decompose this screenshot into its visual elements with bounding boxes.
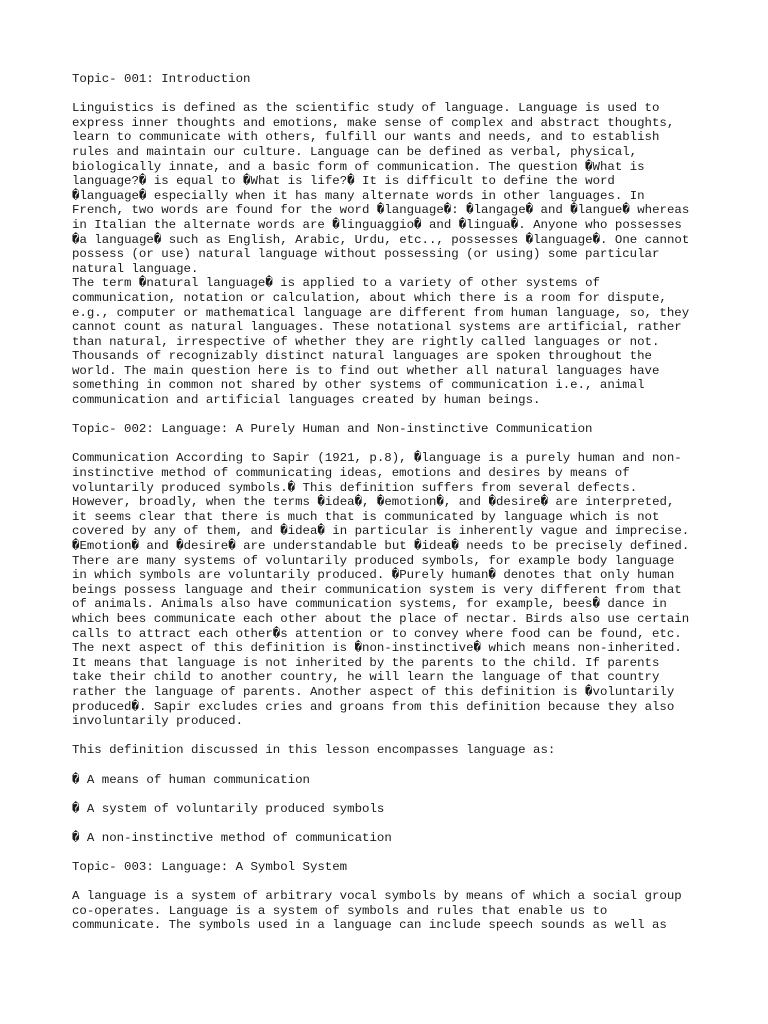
- text-line: [72, 87, 712, 102]
- text-line: [72, 729, 712, 744]
- text-line: beings possess language and their communication system is very different from that: [72, 582, 682, 597]
- text-line: Linguistics is defined as the scientific study of language. Language is used to: [72, 101, 660, 116]
- text-line: A language is a system of arbitrary vocal symbols by means of which a social group: [72, 889, 682, 904]
- text-line: Thousands of recognizably distinct natural languages are spoken throughout the: [72, 349, 652, 364]
- text-line: Topic- 002: Language: A Purely Human and Non-instinctive Communication: [72, 422, 593, 437]
- text-line: Topic- 003: Language: A Symbol System: [72, 860, 348, 875]
- text-line: involuntarily produced.: [72, 714, 244, 729]
- text-line: [72, 845, 712, 860]
- text-line: [72, 875, 712, 890]
- text-line: learn to communicate with others, fulfill our wants and needs, and to establish: [72, 130, 660, 145]
- text-line: � A non-instinctive method of communication: [72, 830, 392, 845]
- text-line: This definition discussed in this lesson encompasses language as:: [72, 743, 556, 758]
- text-line: The term �natural language� is applied to a variety of other systems of: [72, 276, 600, 291]
- text-line: It means that language is not inherited by the parents to the child. If parents: [72, 655, 660, 670]
- text-line: than natural, irrespective of whether they are rightly called languages or not.: [72, 334, 660, 349]
- text-line: which bees communicate each other about the place of nectar. Birds also use certain: [72, 611, 690, 626]
- text-line: � A system of voluntarily produced symbols: [72, 801, 385, 816]
- text-line: take their child to another country, he will learn the language of that country: [72, 670, 660, 685]
- text-line: �a language� such as English, Arabic, Urdu, etc.., possesses �language�. One cannot: [72, 232, 690, 247]
- text-line: French, two words are found for the word �language�: �langage� and �langue� whereas: [72, 203, 690, 218]
- text-line: in Italian the alternate words are �linguaggio� and �lingua�. Anyone who possesses: [72, 217, 682, 232]
- text-line: in which symbols are voluntarily produced. �Purely human� denotes that only human: [72, 568, 675, 583]
- text-line: communication, notation or calculation, about which there is a room for dispute,: [72, 290, 667, 305]
- text-line: world. The main question here is to find out whether all natural languages have: [72, 363, 660, 378]
- text-line: Communication According to Sapir (1921, p.8), �language is a purely human and non-: [72, 451, 682, 466]
- text-line: rather the language of parents. Another aspect of this definition is �voluntarily: [72, 684, 675, 699]
- text-line: rules and maintain our culture. Language can be defined as verbal, physical,: [72, 144, 638, 159]
- text-line: e.g., computer or mathematical language are different from human language, so, they: [72, 305, 690, 320]
- text-line: something in common not shared by other systems of communication i.e., animal: [72, 378, 645, 393]
- text-line: communication and artificial languages created by human beings.: [72, 393, 541, 408]
- text-line: Topic- 001: Introduction: [72, 72, 251, 86]
- text-line: cannot count as natural languages. These notational systems are artificial, rather: [72, 320, 682, 335]
- text-line: co-operates. Language is a system of symbols and rules that enable us to: [72, 903, 608, 918]
- text-line: calls to attract each other�s attention or to convey where food can be found, etc.: [72, 626, 682, 641]
- text-line: The next aspect of this definition is �non-instinctive� which means non-inherited.: [72, 641, 682, 656]
- text-line: [72, 816, 712, 831]
- text-line: However, broadly, when the terms �idea�, �emotion�, and �desire� are interpreted,: [72, 495, 675, 510]
- text-line: express inner thoughts and emotions, make sense of complex and abstract thoughts,: [72, 115, 675, 130]
- text-line: [72, 758, 712, 773]
- text-line: [72, 408, 712, 423]
- text-line: �language� especially when it has many alternate words in other languages. In: [72, 188, 645, 203]
- text-line: � A means of human communication: [72, 772, 310, 787]
- text-line: There are many systems of voluntarily produced symbols, for example body language: [72, 553, 675, 568]
- text-line: of animals. Animals also have communication systems, for example, bees� dance in: [72, 597, 667, 612]
- text-line: produced�. Sapir excludes cries and groans from this definition because they also: [72, 699, 675, 714]
- text-line: [72, 787, 712, 802]
- text-line: biologically innate, and a basic form of communication. The question �What is: [72, 159, 645, 174]
- text-line: natural language.: [72, 261, 199, 276]
- text-line: covered by any of them, and �idea� in particular is inherently vague and imprecise.: [72, 524, 690, 539]
- text-line: language?� is equal to �What is life?� It is difficult to define the word: [72, 174, 615, 189]
- text-line: instinctive method of communicating ideas, emotions and desires by means of: [72, 466, 630, 481]
- text-line: voluntarily produced symbols.� This definition suffers from several defects.: [72, 480, 638, 495]
- text-line: possess (or use) natural language without possessing (or using) some particular: [72, 247, 660, 262]
- text-line: it seems clear that there is much that is communicated by language which is not: [72, 509, 660, 524]
- text-line: [72, 437, 712, 452]
- text-line: �Emotion� and �desire� are understandable but �idea� needs to be precisely defined.: [72, 539, 690, 553]
- document-page: [72, 72, 712, 933]
- text-line: communicate. The symbols used in a language can include speech sounds as well as: [72, 918, 667, 933]
